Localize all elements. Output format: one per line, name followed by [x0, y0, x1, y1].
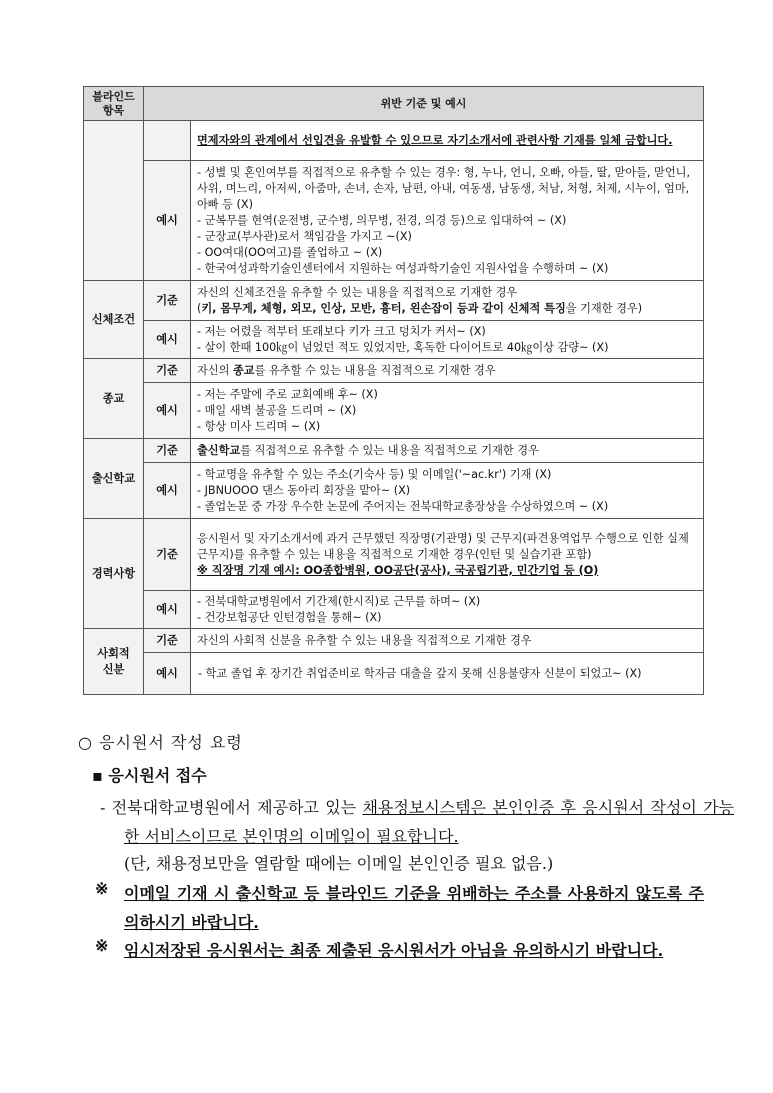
school-criteria: [191, 439, 704, 463]
list-item: - 저는 주말에 주로 교회예배 후~ (X): [197, 387, 378, 401]
social-examples: [191, 653, 704, 695]
list-item: - 군복무를 현역(운전병, 군수병, 의무병, 전경, 의경 등)으로 입대하여 ~ (X): [197, 213, 567, 227]
header-blind-item: 블라인드 항목: [84, 87, 144, 121]
list-item: - 항상 미사 드리며 ~ (X): [197, 419, 321, 433]
example-label: 예시: [144, 321, 191, 359]
body-examples: [191, 321, 704, 359]
note2-mark: ※: [95, 936, 109, 955]
criteria-label-blank: [144, 121, 191, 161]
table-row: [84, 359, 704, 383]
category-social: 사회적 신분: [84, 629, 144, 695]
list-item: - 전북대학교병원에서 기간제(한시직)로 근무를 하며~ (X): [197, 594, 481, 608]
school-examples: [191, 463, 704, 519]
career-criteria: [191, 519, 704, 591]
guide-subtitle: ▪ 응시원서 접수: [92, 766, 207, 785]
religion-criteria: [191, 359, 704, 383]
table-row: [84, 161, 704, 281]
guide-paragraph-underlined: 채용정보시스템은 본인인증 후 응시원서 작성이 가능한 서비스이므로 본인명의 이메일이 필요합니다.: [124, 798, 734, 846]
example-label: 예시: [144, 161, 191, 281]
table-row: [84, 439, 704, 463]
body-criteria-post: 을 기재한 경우): [565, 301, 643, 315]
school-criteria-post: 를 직접적으로 유추할 수 있는 내용을 직접적으로 기재한 경우: [240, 443, 539, 457]
list-item: - 건강보험공단 인턴경험을 통해~ (X): [197, 610, 382, 624]
top-notice: 면제자와의 관계에서 선입견을 유발할 수 있으므로 자기소개서에 관련사항 기재를 일체 금합니다.: [191, 121, 704, 161]
social-criteria: 자신의 사회적 신분을 유추할 수 있는 내용을 직접적으로 기재한 경우: [191, 629, 704, 653]
list-item: - 매일 새벽 불공을 드리며 ~ (X): [197, 403, 357, 417]
list-item: - 학교명을 유추할 수 있는 주소(기숙사 등) 및 이메일('~ac.kr') 기재 (X): [197, 467, 552, 481]
table-row: [84, 121, 704, 161]
category-body: 신체조건: [84, 281, 144, 359]
list-item: - JBNUOOO 댄스 동아리 회장을 맡아~ (X): [197, 483, 411, 497]
category-religion: 종교: [84, 359, 144, 439]
religion-criteria-pre: 자신의: [197, 363, 233, 377]
note1-text: 이메일 기재 시 출신학교 등 블라인드 기준을 위배하는 주소를 사용하지 않도록 주의하시기 바랍니다.: [124, 884, 704, 932]
body-criteria-line1: 자신의 신체조건을 유추할 수 있는 내용을 직접적으로 기재한 경우: [197, 285, 518, 299]
note2-text: 임시저장된 응시원서는 최종 제출된 응시원서가 아님을 유의하시기 바랍니다.: [124, 941, 664, 960]
list-item: - 학교 졸업 후 장기간 취업준비로 학자금 대출을 갚지 못해 신용불량자 신분이 되었고~ (X): [198, 666, 642, 680]
list-item: - 한국여성과학기술인센터에서 지원하는 여성과학기술인 지원사업을 수행하며 ~ (X): [197, 261, 609, 275]
note1-mark: ※: [95, 879, 109, 898]
body-criteria-bold: 키, 몸무게, 체형, 외모, 인상, 모반, 흉터, 왼손잡이 등과 같이 신체적 특징: [201, 301, 566, 315]
table-header-row: [84, 87, 704, 121]
religion-criteria-post: 를 유추할 수 있는 내용을 직접적으로 기재한 경우: [254, 363, 496, 377]
guide-title: ○ 응시원서 작성 요령: [78, 733, 243, 752]
guide-paragraph-prefix: - 전북대학교병원에서 제공하고 있는: [100, 798, 363, 817]
criteria-label: 기준: [144, 519, 191, 591]
guide-paragraph: [100, 793, 734, 851]
header-criteria-examples: 위반 기준 및 예시: [144, 87, 704, 121]
criteria-label: 기준: [144, 439, 191, 463]
category-career: 경력사항: [84, 519, 144, 629]
religion-examples: [191, 383, 704, 439]
list-item: - 살이 한때 100㎏이 넘었던 적도 있었지만, 혹독한 다이어트로 40㎏이상 감량~ (X): [197, 340, 609, 354]
table-row: [84, 591, 704, 629]
body-criteria-line2: [197, 301, 697, 317]
example-label: 예시: [144, 463, 191, 519]
list-item: - 저는 어렸을 적부터 또래보다 키가 크고 덩치가 커서~ (X): [197, 324, 486, 338]
table-row: [84, 629, 704, 653]
body-criteria: [191, 281, 704, 321]
career-criteria-text: 응시원서 및 자기소개서에 과거 근무했던 직장명(기관명) 및 근무지(파견용역업무 수행으로 인한 실제근무지)를 유추할 수 있는 내용을 직접적으로 기재한 경우(인턴 및 실습기관 포함): [197, 531, 689, 561]
example-label: 예시: [144, 653, 191, 695]
guide-paren-note: (단, 채용정보만을 열람할 때에는 이메일 본인인증 필요 없음.): [124, 854, 554, 873]
table-row: [84, 321, 704, 359]
body-criteria-pre: (: [197, 301, 202, 315]
table-row: [84, 383, 704, 439]
list-item: - 졸업논문 중 가장 우수한 논문에 주어지는 전북대학교총장상을 수상하였으며 ~ (X): [197, 499, 609, 513]
category-school: 출신학교: [84, 439, 144, 519]
list-item: - 성별 및 혼인여부를 직접적으로 유추할 수 있는 경우: 형, 누나, 언니, 오빠, 아들, 딸, 맏아들, 맏언니, 사위, 며느리, 아저씨, 아줌마, 손녀, 손자, 남편, 아내, 여동생, 남동생, 처남, 처형, 처제, 시누이, 엄마, 아빠 등 (X): [197, 165, 691, 211]
career-criteria-note: ※ 직장명 기재 예시: OO종합병원, OO공단(공사), 국공립기관, 민간기업 등 (O): [197, 563, 599, 577]
table-row: [84, 463, 704, 519]
criteria-label: 기준: [144, 359, 191, 383]
list-item: - 군장교(부사관)로서 책임감을 가지고 ~(X): [197, 229, 412, 243]
school-criteria-bold: 출신학교: [197, 443, 241, 457]
blind-criteria-table: [83, 86, 704, 695]
career-examples: [191, 591, 704, 629]
category-cell-blank: [84, 121, 144, 281]
table-row: [84, 519, 704, 591]
table-row: [84, 653, 704, 695]
top-examples: [191, 161, 704, 281]
criteria-label: 기준: [144, 281, 191, 321]
criteria-label: 기준: [144, 629, 191, 653]
example-label: 예시: [144, 383, 191, 439]
list-item: - OO여대(OO여고)를 졸업하고 ~ (X): [197, 245, 383, 259]
religion-criteria-bold: 종교: [232, 363, 255, 377]
example-label: 예시: [144, 591, 191, 629]
table-row: [84, 281, 704, 321]
